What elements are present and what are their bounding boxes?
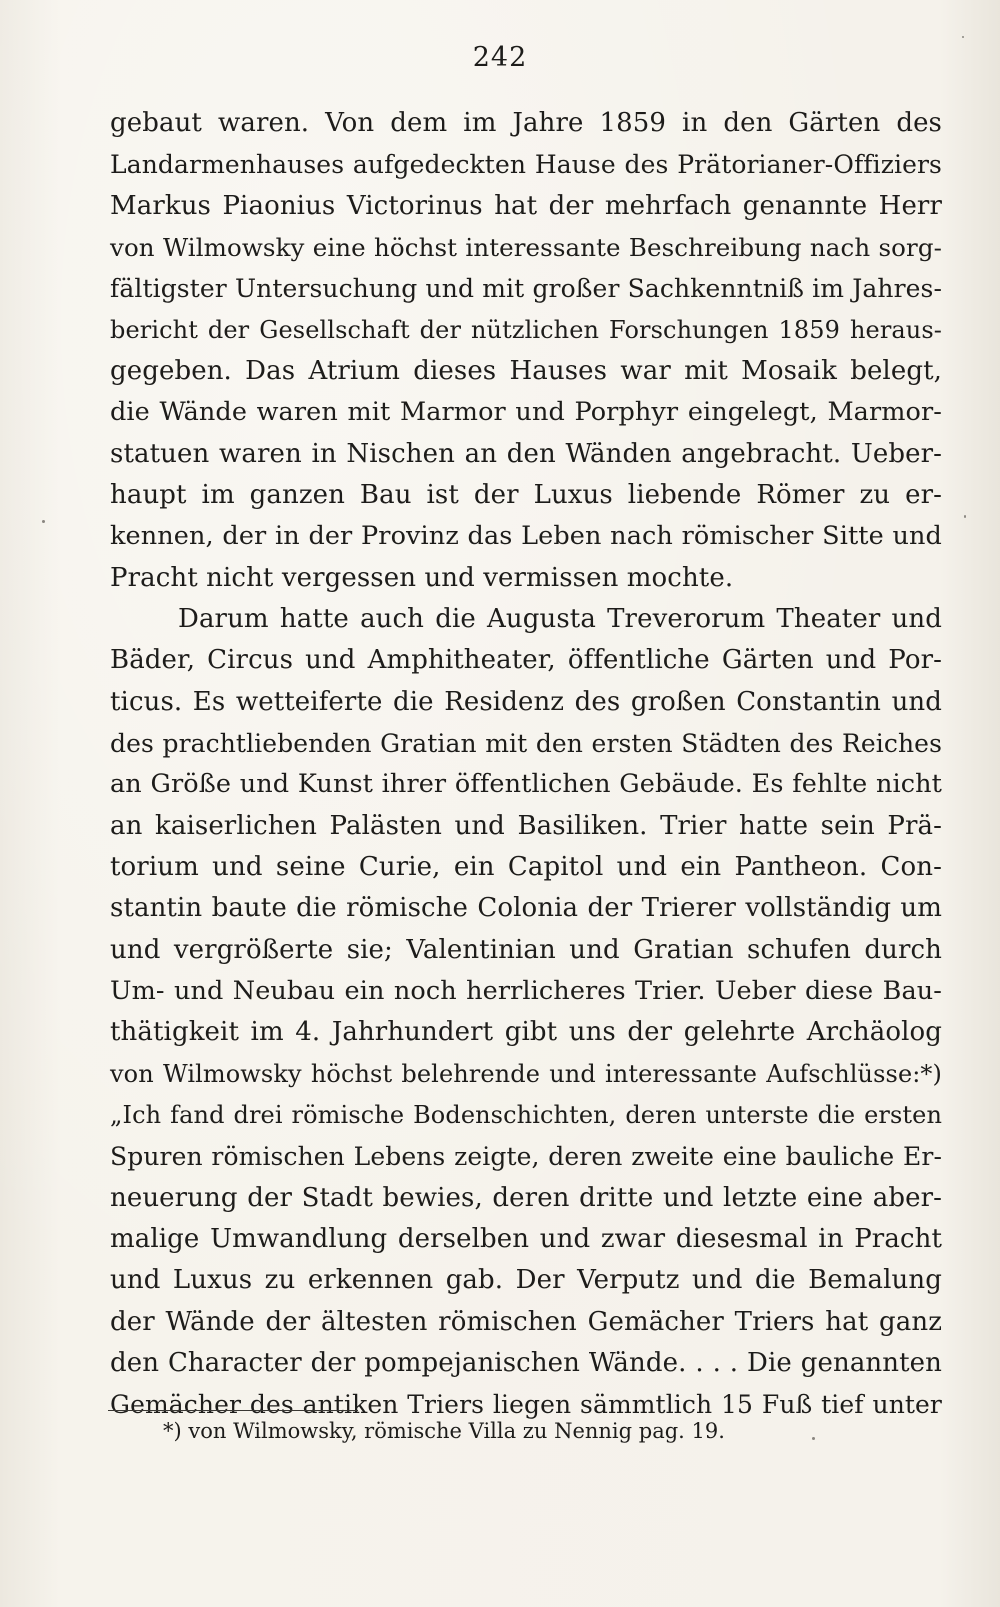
text-line: und Luxus zu erkennen gab. Der Verputz und die Bemalung	[110, 1265, 942, 1296]
footnote: *) von Wilmowsky, römische Villa zu Nennig pag. 19.	[163, 1419, 725, 1443]
text-line: Um- und Neubau ein noch herrlicheres Trier. Ueber diese Bau-	[110, 975, 942, 1006]
text-line: kennen, der in der Provinz das Leben nach römischer Sitte und	[110, 521, 942, 552]
footnote-divider	[108, 1410, 358, 1411]
text-line: „Ich fand drei römische Bodenschichten, deren unterste die ersten	[110, 1100, 942, 1129]
page-number: 242	[472, 42, 528, 73]
paragraph-end-line: Pracht nicht vergessen und vermissen mochte.	[110, 562, 734, 593]
text-line: malige Umwandlung derselben und zwar diesesmal in Pracht	[110, 1223, 942, 1254]
text-line: der Wände der ältesten römischen Gemächer Triers hat ganz	[110, 1306, 942, 1337]
text-line: haupt im ganzen Bau ist der Luxus liebende Römer zu er-	[110, 479, 942, 510]
text-line: des prachtliebenden Gratian mit den ersten Städten des Reiches	[110, 728, 942, 758]
text-line: ticus. Es wetteiferte die Residenz des großen Constantin und	[110, 686, 942, 717]
paragraph-start-line: Darum hatte auch die Augusta Treverorum Theater und	[178, 603, 942, 634]
paper-speck	[964, 515, 966, 518]
text-line: bericht der Gesellschaft der nützlichen Forschungen 1859 heraus-	[110, 315, 942, 344]
text-line: stantin baute die römische Colonia der Trierer vollständig um	[110, 893, 942, 924]
text-line: an Größe und Kunst ihrer öffentlichen Gebäude. Es fehlte nicht	[110, 769, 942, 800]
text-line: Spuren römischen Lebens zeigte, deren zweite eine bauliche Er-	[110, 1142, 942, 1172]
text-line: gegeben. Das Atrium dieses Hauses war mit Mosaik belegt,	[110, 355, 942, 386]
text-line: an kaiserlichen Palästen und Basiliken. Trier hatte sein Prä-	[110, 810, 942, 841]
text-line: von Wilmowsky eine höchst interessante Beschreibung nach sorg-	[110, 232, 942, 262]
text-line: Markus Piaonius Victorinus hat der mehrfach genannte Herr	[110, 190, 942, 221]
paper-speck	[812, 1437, 815, 1440]
text-line: torium und seine Curie, ein Capitol und ein Pantheon. Con-	[110, 851, 942, 882]
text-line: den Character der pompejanischen Wände. . . . Die genannten	[110, 1347, 942, 1378]
text-line: die Wände waren mit Marmor und Porphyr eingelegt, Marmor-	[110, 397, 942, 428]
text-line: fältigster Untersuchung und mit großer Sachkenntniß im Jahres-	[110, 274, 942, 304]
body-text	[110, 103, 942, 1426]
paper-speck	[42, 520, 45, 523]
text-line: Bäder, Circus und Amphitheater, öffentliche Gärten und Por-	[110, 645, 942, 676]
text-line: und vergrößerte sie; Valentinian und Gratian schufen durch	[110, 934, 942, 965]
text-line: Landarmenhauses aufgedeckten Hause des Prätorianer-Offiziers	[110, 150, 942, 180]
text-line: von Wilmowsky höchst belehrende und interessante Aufschlüsse:*)	[110, 1059, 942, 1088]
text-line: gebaut waren. Von dem im Jahre 1859 in den Gärten des	[110, 108, 942, 138]
text-line: thätigkeit im 4. Jahrhundert gibt uns der gelehrte Archäolog	[110, 1017, 942, 1048]
paper-speck	[962, 36, 964, 38]
text-line: statuen waren in Nischen an den Wänden angebracht. Ueber-	[110, 438, 942, 469]
text-line: Gemächer des antiken Triers liegen sämmtlich 15 Fuß tief unter	[110, 1390, 942, 1420]
text-line: neuerung der Stadt bewies, deren dritte und letzte eine aber-	[110, 1182, 942, 1213]
